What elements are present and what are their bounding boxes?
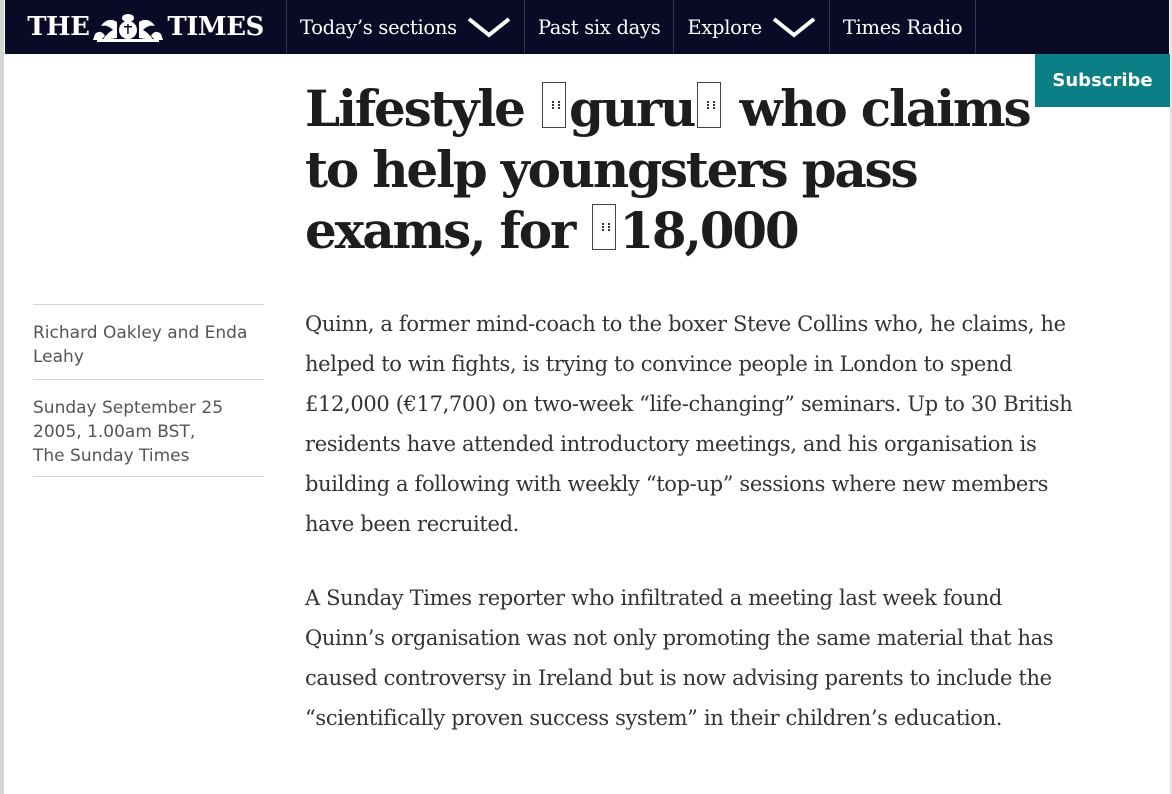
top-navigation: [5, 0, 1169, 54]
logo-word-the: THE: [27, 12, 90, 42]
article-body: [305, 304, 1075, 772]
missing-glyph-icon: [592, 204, 616, 250]
nav-past-six-days[interactable]: [525, 0, 675, 54]
byline-publication: The Sunday Times: [33, 446, 190, 466]
headline-middle: who claims to help youngsters pass exams, for: [305, 79, 1030, 260]
subscribe-button[interactable]: Subscribe: [1035, 54, 1170, 107]
nav-todays-sections-label: Today’s sections: [300, 15, 457, 39]
times-logo[interactable]: [5, 0, 287, 54]
article-headline: [305, 78, 1065, 261]
nav-todays-sections[interactable]: [287, 0, 525, 54]
royal-crest-icon: [91, 12, 165, 42]
nav-explore-label: Explore: [687, 15, 762, 39]
byline-authors[interactable]: Richard Oakley and Enda Leahy: [33, 323, 248, 367]
article-byline: [33, 304, 264, 477]
browser-frame-left: [0, 0, 4, 794]
nav-explore[interactable]: [674, 0, 829, 54]
headline-lifestyle: Lifestyle: [305, 79, 524, 138]
chevron-down-icon: [467, 16, 511, 38]
nav-times-radio-label: Times Radio: [842, 15, 963, 39]
missing-glyph-icon: [542, 82, 566, 128]
missing-glyph-icon: [697, 82, 721, 128]
headline-amount: 18,000: [619, 201, 798, 260]
logo-word-times: TIMES: [167, 12, 264, 42]
nav-times-radio[interactable]: [830, 0, 976, 54]
article-paragraph: A Sunday Times reporter who infiltrated a meeting last week found Quinn’s organisation was not only promoting the same material that has caused controversy in Ireland but is now advising parents to include the “scientifically proven success system” in their children’s education.: [305, 586, 1054, 730]
article-paragraph: Quinn, a former mind-coach to the boxer Steve Collins who, he claims, he helped to win fights, is trying to convince people in London to spend £12,000 (€17,700) on two-week “life-changing” seminars. Up to 30 British residents have attended introductory meetings, and his organisation is building a following with weekly “top-up” sessions where new members have been recruited.: [305, 312, 1073, 536]
nav-past-six-days-label: Past six days: [537, 15, 661, 39]
headline-guru: guru: [569, 79, 695, 138]
byline-date-block: [33, 379, 264, 477]
byline-authors-block: [33, 304, 264, 379]
byline-date: Sunday September 25 2005, 1.00am BST,: [33, 398, 224, 442]
chevron-down-icon: [772, 16, 816, 38]
